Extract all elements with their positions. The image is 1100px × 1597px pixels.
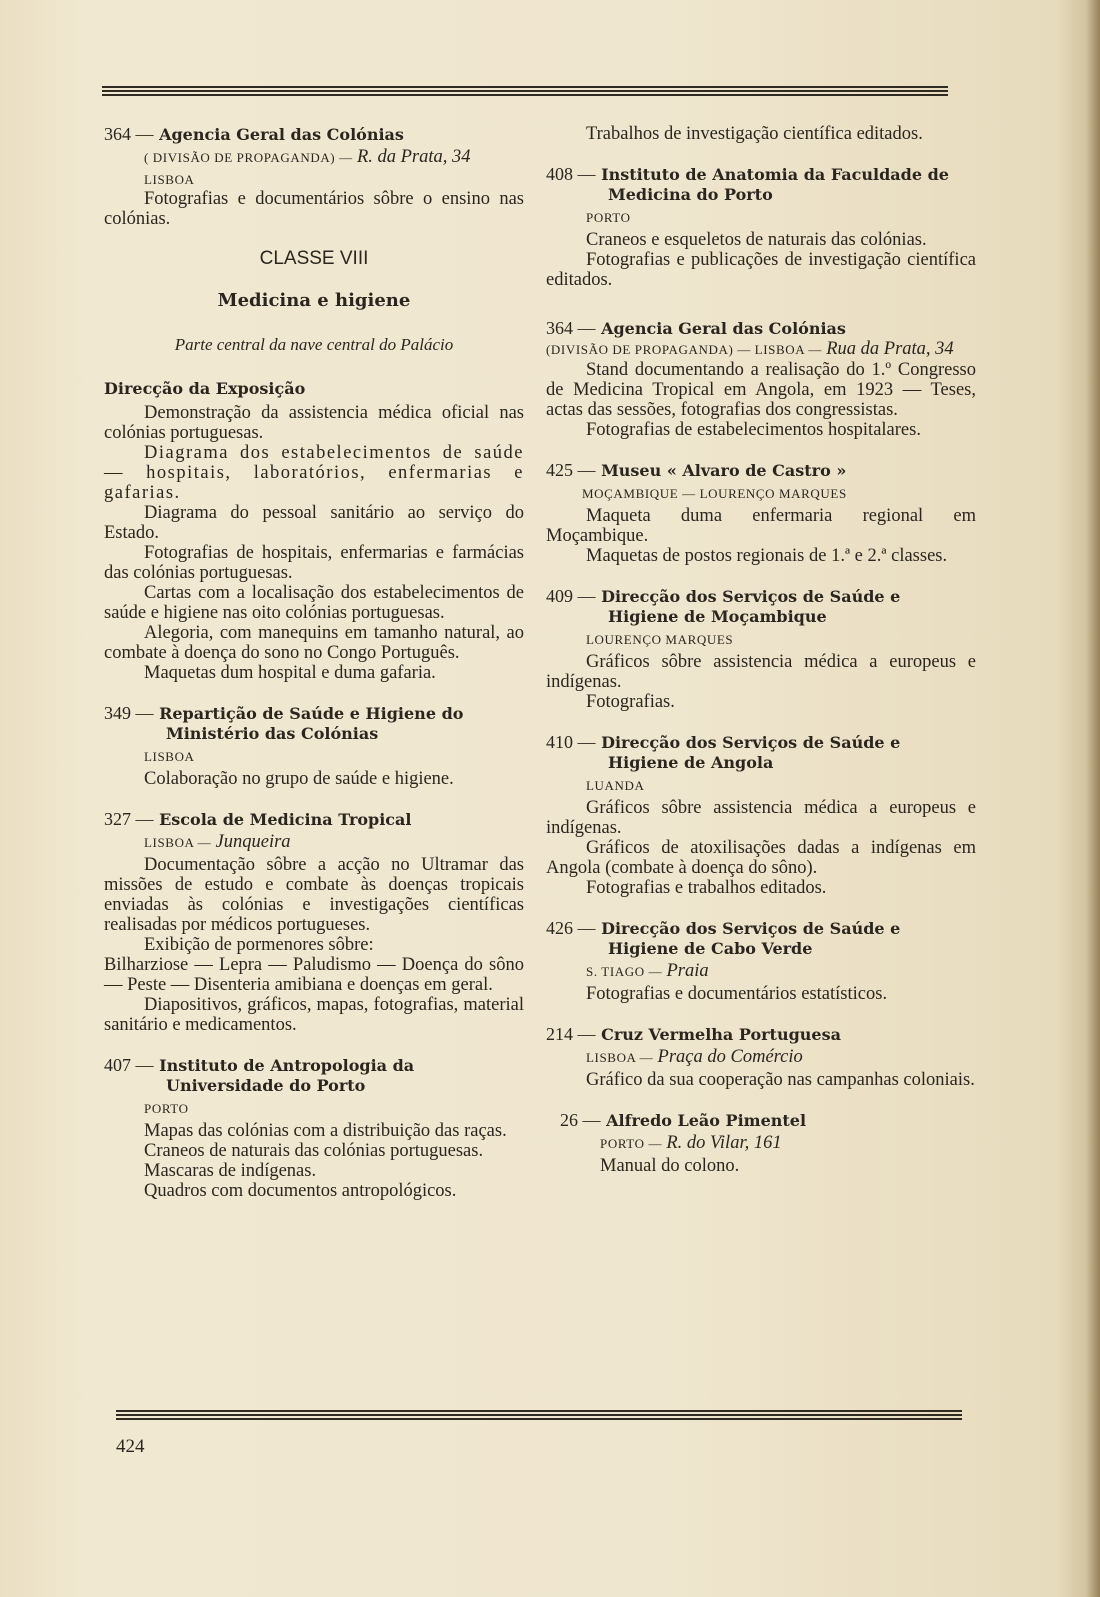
para: Cartas com a localisação dos estabelecimentos de saúde e higiene nas oito colónias portuguesas. <box>104 583 524 623</box>
para: Exibição de pormenores sôbre: <box>144 935 374 955</box>
para: Demonstração da assistencia médica oficial nas colónias portuguesas. <box>104 403 524 443</box>
para: Colaboração no grupo de saúde e higiene. <box>144 769 454 789</box>
section-subtitle: Parte central da nave central do Palácio <box>174 335 454 354</box>
para: Mascaras de indígenas. <box>144 1161 317 1181</box>
entry-410 <box>546 732 976 898</box>
entry-heading: 409 — Direcção dos Serviços de Saúde e Higiene de Moçambique <box>546 586 901 626</box>
para: Maquetas de postos regionais de 1.ª e 2.ª classes. <box>586 546 948 566</box>
entry-heading: 349 — Repartição de Saúde e Higiene do Ministério das Colónias <box>104 703 464 743</box>
entry-heading: 214 — Cruz Vermelha Portuguesa <box>546 1024 841 1044</box>
entry-city: LISBOA <box>144 172 195 187</box>
entry-heading: 26 — Alfredo Leão Pimentel <box>560 1110 807 1130</box>
para: Quadros com documentos antropológicos. <box>144 1181 457 1201</box>
entry-408 <box>546 164 976 290</box>
para: Craneos e esqueletos de naturais das colónias. <box>586 230 927 250</box>
entry-direccao-exposicao <box>104 379 524 683</box>
org-heading: Direcção da Exposição <box>104 379 306 398</box>
entry-heading: 327 — Escola de Medicina Tropical <box>104 809 412 829</box>
para: Gráfico da sua cooperação nas campanhas coloniais. <box>586 1070 975 1090</box>
entry-26 <box>546 1110 976 1176</box>
entry-location: S. TIAGO — Praia <box>586 961 709 981</box>
entry-city: PORTO <box>144 1101 189 1116</box>
para: Maquetas dum hospital e duma gafaria. <box>144 663 436 683</box>
entry-heading: 364 — Agencia Geral das Colónias <box>104 124 404 144</box>
para: Fotografias e publicações de investigação científica editados. <box>546 250 976 290</box>
para: Fotografias. <box>586 692 675 712</box>
entry-location: ( DIVISÃO DE PROPAGANDA) — R. da Prata, 34 <box>144 147 471 167</box>
para: Manual do colono. <box>600 1156 740 1176</box>
entry-heading: 425 — Museu « Alvaro de Castro » <box>546 460 847 480</box>
entry-364-left <box>104 124 524 229</box>
entry-364-right <box>546 318 976 440</box>
section-title: Medicina e higiene <box>217 290 411 311</box>
para: Gráficos sôbre assistencia médica a europeus e indígenas. <box>546 652 976 692</box>
entry-location: (DIVISÃO DE PROPAGANDA) — LISBOA — Rua da Prata, 34 <box>546 339 954 359</box>
entry-continued <box>546 124 976 144</box>
entry-city: PORTO <box>586 210 631 225</box>
entry-location: PORTO — R. do Vilar, 161 <box>600 1133 782 1153</box>
left-column <box>104 124 524 1221</box>
class-title: CLASSE VIII <box>259 248 369 269</box>
page-edge-shadow <box>1086 0 1100 1597</box>
para: Diagrama dos estabelecimentos de saúde — hospitais, laboratórios, enfermarias e gafarias. <box>104 443 524 503</box>
para: Fotografias de estabelecimentos hospitalares. <box>586 420 921 440</box>
entry-location: LISBOA — Junqueira <box>144 832 291 852</box>
top-rule <box>102 86 948 100</box>
entry-city: LISBOA <box>144 749 195 764</box>
para: Bilharziose — Lepra — Paludismo — Doença do sôno — Peste — Disenteria amibiana e doenças em geral. <box>104 955 524 995</box>
para: Maqueta duma enfermaria regional em Moçambique. <box>546 506 976 546</box>
entry-349 <box>104 703 524 789</box>
entry-city: MOÇAMBIQUE — LOURENÇO MARQUES <box>582 486 847 501</box>
para: Fotografias de hospitais, enfermarias e farmácias das colónias portuguesas. <box>104 543 524 583</box>
bottom-rule <box>116 1410 962 1424</box>
para: Stand documentando a realisação do 1.º Congresso de Medicina Tropical em Angola, em 1923 — Teses, actas das sessões, fotografias dos congressistas. <box>546 360 976 420</box>
entry-city: LUANDA <box>586 778 645 793</box>
entry-heading: 410 — Direcção dos Serviços de Saúde e Higiene de Angola <box>546 732 901 772</box>
para: Mapas das colónias com a distribuição das raças. <box>144 1121 507 1141</box>
para: Trabalhos de investigação científica editados. <box>586 124 923 144</box>
entry-327 <box>104 809 524 1035</box>
para: Diagrama do pessoal sanitário ao serviço do Estado. <box>104 503 524 543</box>
para: Gráficos de atoxilisações dadas a indígenas em Angola (combate à doença do sôno). <box>546 838 976 878</box>
entry-heading: 407 — Instituto de Antropologia da Universidade do Porto <box>104 1055 415 1095</box>
entry-heading: 364 — Agencia Geral das Colónias <box>546 318 846 338</box>
para: Diapositivos, gráficos, mapas, fotografias, material sanitário e medicamentos. <box>104 995 524 1035</box>
entry-heading: 426 — Direcção dos Serviços de Saúde e Higiene de Cabo Verde <box>546 918 901 958</box>
entry-text: Fotografias e documentários sôbre o ensino nas colónias. <box>104 189 524 229</box>
entry-location: LISBOA — Praça do Comércio <box>586 1047 803 1067</box>
entry-407 <box>104 1055 524 1201</box>
entry-214 <box>546 1024 976 1090</box>
para: Documentação sôbre a acção no Ultramar das missões de estudo e combate às doenças tropicais enviadas às colónias e investigações científicas realisadas por médicos portugueses. <box>104 855 524 935</box>
para: Fotografias e trabalhos editados. <box>586 878 827 898</box>
entry-426 <box>546 918 976 1004</box>
entry-heading: 408 — Instituto de Anatomia da Faculdade de Medicina do Porto <box>546 164 949 204</box>
entry-city: LOURENÇO MARQUES <box>586 632 734 647</box>
para: Alegoria, com manequins em tamanho natural, ao combate à doença do sono no Congo Português. <box>104 623 524 663</box>
para: Gráficos sôbre assistencia médica a europeus e indígenas. <box>546 798 976 838</box>
entry-409 <box>546 586 976 712</box>
para: Craneos de naturais das colónias portuguesas. <box>144 1141 484 1161</box>
entry-425 <box>546 460 976 566</box>
page-number: 424 <box>116 1436 145 1457</box>
right-column <box>546 124 976 1196</box>
para: Fotografias e documentários estatísticos. <box>586 984 888 1004</box>
